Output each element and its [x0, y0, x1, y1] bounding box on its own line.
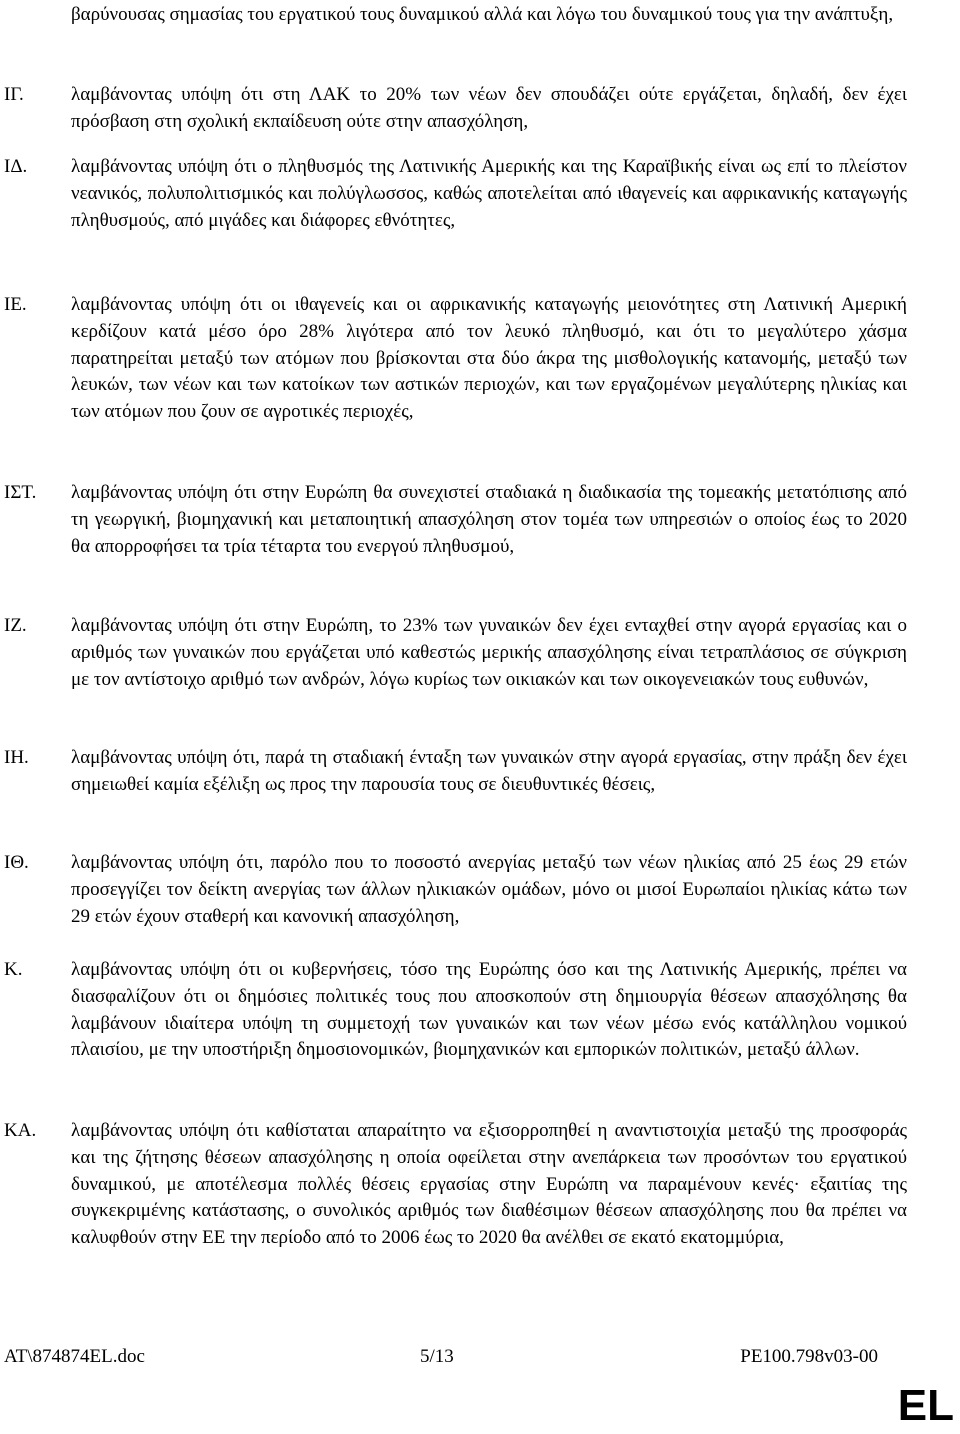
recital-label: ΚΑ.	[4, 1120, 37, 1141]
intro-text: βαρύνουσας σημασίας του εργατικού τους δυναμικού αλλά και λόγω του δυναμικού τους για την ανάπτυξη,	[71, 4, 894, 25]
recital-text: λαμβάνοντας υπόψη ότι στην Ευρώπη, το 23% των γυναικών δεν έχει ενταχθεί στην αγορά εργασίας και ο αριθμός των γυναικών που εργάζεται υπό καθεστώς μερικής απασχόλησης είναι τετραπλάσιος σε σύγκριση με τον αντίστοιχο αριθμό των ανδρών, λόγω κυρίως των οικιακών και των οικογενειακών τους ευθυνών,	[71, 615, 907, 690]
page-number: 5/13	[420, 1346, 454, 1367]
recital-text: λαμβάνοντας υπόψη ότι, παρά τη σταδιακή ένταξη των γυναικών στην αγορά εργασίας, στην πράξη δεν έχει σημειωθεί καμία εξέλιξη ως προς την παρουσία τους σε διευθυντικές θέσεις,	[71, 747, 907, 795]
recital-label: ΙΣΤ.	[4, 482, 37, 503]
page-footer	[0, 1346, 960, 1376]
recital-label: Κ.	[4, 959, 23, 980]
recital-label: ΙΓ.	[4, 84, 24, 105]
recital-text: λαμβάνοντας υπόψη ότι στην Ευρώπη θα συνεχιστεί σταδιακά η διαδικασία της τομεακής μετατόπισης από τη γεωργική, βιομηχανική και μεταποιητική απασχόληση στον τομέα των υπηρεσιών ο οποίος έως το 2020 θα απορροφήσει τα τρία τέταρτα του ενεργού πληθυσμού,	[71, 482, 907, 557]
language-code: EL	[897, 1381, 954, 1430]
recital-text: λαμβάνοντας υπόψη ότι καθίσταται απαραίτητο να εξισορροπηθεί η αναντιστοιχία μεταξύ της προσφοράς και της ζήτησης θέσεων απασχόλησης η οποία οφείλεται στην ανεπάρκεια των προσόντων του εργατικού δυναμικού, με αποτέλεσμα πολλές θέσεις εργασίας στην Ευρώπη να παραμένουν κενές· εξαιτίας της συγκεκριμένης κατάστασης, ο συνολικός αριθμός των διαθέσιμων θέσεων απασχόλησης που θα πρέπει να καλυφθούν στην ΕΕ την περίοδο από το 2006 έως το 2020 θα ανέλθει σε εκατό εκατομμύρια,	[71, 1120, 907, 1249]
recital-label: ΙΘ.	[4, 852, 29, 873]
recital-label: ΙΕ.	[4, 294, 27, 315]
recital-label: ΙΔ.	[4, 156, 28, 177]
doc-reference: AT\874874EL.doc	[4, 1346, 145, 1367]
recital-label: ΙΗ.	[4, 747, 29, 768]
recital-text: λαμβάνοντας υπόψη ότι, παρόλο που το ποσοστό ανεργίας μεταξύ των νέων ηλικίας από 25 έως 29 ετών προσεγγίζει τον δείκτη ανεργίας των άλλων ηλικιακών ομάδων, μόνο οι μισοί Ευρωπαίοι ηλικίας κάτω των 29 ετών έχουν σταθερή και κανονική απασχόληση,	[71, 852, 907, 927]
recital-text: λαμβάνοντας υπόψη ότι στη ΛΑΚ το 20% των νέων δεν σπουδάζει ούτε εργάζεται, δηλαδή, δεν έχει πρόσβαση στη σχολική εκπαίδευση ούτε στην απασχόληση,	[71, 84, 907, 132]
recital-label: ΙΖ.	[4, 615, 27, 636]
recital-text: λαμβάνοντας υπόψη ότι οι ιθαγενείς και οι αφρικανικής καταγωγής μειονότητες στη Λατινική Αμερική κερδίζουν κατά μέσο όρο 28% λιγότερα από τον λευκό πληθυσμό, και ότι το μεγαλύτερο χάσμα παρατηρείται μεταξύ των ατόμων που βρίσκονται στα δύο άκρα της μισθολογικής κατανομής, μεταξύ των λευκών, των νέων και των κατοίκων των αστικών περιοχών, και των εργαζομένων μεγαλύτερης ηλικίας και των ατόμων που ζουν σε αγροτικές περιοχές,	[71, 294, 907, 423]
recital-text: λαμβάνοντας υπόψη ότι οι κυβερνήσεις, τόσο της Ευρώπης όσο και της Λατινικής Αμερικής, πρέπει να διασφαλίζουν ότι οι δημόσιες πολιτικές τους που αποσκοπούν στη δημιουργία θέσεων απασχόλησης θα λαμβάνουν ιδιαίτερα υπόψη τη συμμετοχή των γυναικών και των νέων μέσω ενός κατάλληλου νομικού πλαισίου, με την υποστήριξη δημοσιονομικών, βιομηχανικών και εμπορικών πολιτικών, μεταξύ άλλων.	[71, 959, 907, 1061]
version-code: PE100.798v03-00	[740, 1346, 878, 1367]
recital-text: λαμβάνοντας υπόψη ότι ο πληθυσμός της Λατινικής Αμερικής και της Καραϊβικής είναι ως επί το πλείστον νεανικός, πολυπολιτισμικός και πολύγλωσσος, καθώς αποτελείται από ιθαγενείς και αφρικανικής καταγωγής πληθυσμούς, από μιγάδες και διάφορες εθνότητες,	[71, 156, 907, 231]
